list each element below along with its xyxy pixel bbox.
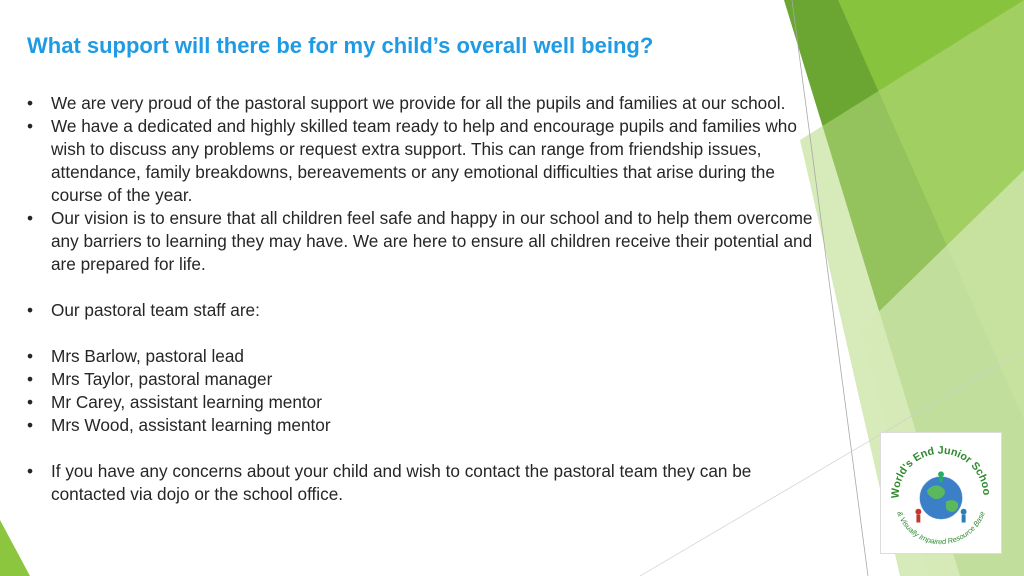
team-heading-list (27, 299, 817, 322)
logo-graphic (881, 433, 1001, 553)
logo-top-text: World's End Junior Schoo (889, 444, 993, 499)
bullet-item: • Our pastoral team staff are: (27, 300, 260, 320)
bullet-marker: • (27, 369, 34, 389)
logo-bottom-text: & Visually Impaired Resource Base (895, 509, 987, 547)
bullet-marker: • (27, 208, 34, 228)
green-corner-bottom-left (0, 520, 30, 576)
bullet-marker: • (27, 415, 34, 435)
slide-title: What support will there be for my child’s overall well being? (27, 33, 654, 58)
staff-item: • Mr Carey, assistant learning mentor (27, 392, 322, 412)
staff-item: • Mrs Wood, assistant learning mentor (27, 415, 331, 435)
bullet-item: • We are very proud of the pastoral support we provide for all the pupils and families at our school. (27, 93, 786, 113)
staff-item: • Mrs Barlow, pastoral lead (27, 346, 244, 366)
slide-content (27, 92, 817, 506)
staff-list (27, 345, 817, 437)
bullet-item: • If you have any concerns about your child and wish to contact the pastoral team they can be contacted via dojo or the school office. (27, 461, 752, 504)
globe-with-children-icon (915, 471, 966, 522)
staff-item: • Mrs Taylor, pastoral manager (27, 369, 273, 389)
intro-bullet-list (27, 92, 817, 276)
bullet-marker: • (27, 116, 34, 136)
school-logo (880, 432, 1002, 554)
bullet-marker: • (27, 346, 34, 366)
bullet-marker: • (27, 93, 34, 113)
bullet-marker: • (27, 461, 34, 481)
contact-list (27, 460, 817, 506)
bullet-item: • Our vision is to ensure that all children feel safe and happy in our school and to help them overcome any barriers to learning they may have. We are here to ensure all children receive their potential and are prepared for life. (27, 208, 813, 274)
bullet-marker: • (27, 392, 34, 412)
bullet-item: • We have a dedicated and highly skilled team ready to help and encourage pupils and families who wish to discuss any problems or request extra support. This can range from friendship issues, attendance, family breakdowns, bereavements or any emotional difficulties that arise during the course of the year. (27, 116, 797, 205)
bullet-marker: • (27, 300, 34, 320)
